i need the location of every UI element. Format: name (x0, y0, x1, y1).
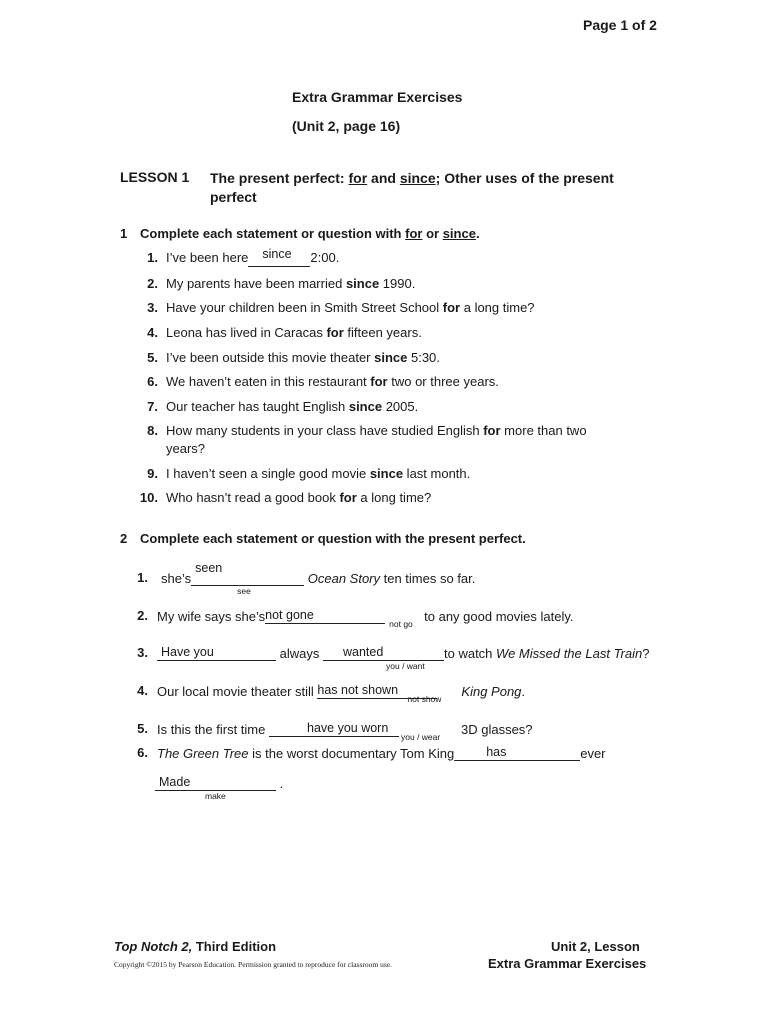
answer-text: since (348, 399, 383, 414)
lesson-title: The present perfect: for and since; Other uses of the present perfect (210, 170, 614, 205)
item-number: 6. (137, 745, 148, 760)
item-number: 9. (147, 466, 158, 481)
item-number: 7. (147, 399, 158, 414)
section-1-instruction: Complete each statement or question with for or since. (140, 226, 480, 241)
section-2-item-3: Have you always wanted you / want to watch We Missed the Last Train? (157, 645, 649, 661)
answer-text: for (370, 374, 388, 389)
section-2-item-1: she’s seen see Ocean Story ten times so far. (161, 561, 476, 596)
answer-text: have you worn (307, 721, 389, 735)
section-1-item-10: Who hasn’t read a good book for a long time? (166, 490, 432, 505)
verb-hint: make (205, 791, 226, 801)
section-2-item-6: The Green Tree is the worst documentary Tom King has ever (157, 745, 606, 761)
section-1-item-2: My parents have been married since 1990. (166, 276, 416, 291)
verb-hint: you / want (386, 661, 425, 671)
answer-blank[interactable] (454, 745, 580, 761)
item-number: 5. (137, 721, 148, 736)
item-number: 10. (139, 490, 158, 505)
section-1-item-9: I haven’t seen a single good movie since last month. (166, 466, 471, 481)
item-number: 1. (147, 250, 158, 265)
section-1-item-6: We haven’t eaten in this restaurant for two or three years. (166, 374, 499, 389)
answer-text: Made (159, 775, 191, 789)
answer-text: not gone (265, 608, 314, 622)
answer-text: seen (195, 561, 223, 575)
footer-exercises: Extra Grammar Exercises (488, 956, 647, 971)
section-2-item-2: My wife says she’s not gone not go to any good movies lately. (157, 608, 574, 629)
answer-text: since (374, 350, 408, 365)
answer-text: has (486, 745, 507, 759)
section-1-item-3: Have your children been in Smith Street School for a long time? (166, 300, 535, 315)
answer-blank[interactable] (265, 608, 413, 629)
item-number: 2. (147, 276, 158, 291)
verb-hint: not go (389, 619, 413, 629)
answer-text: since (345, 276, 380, 291)
answer-text: for (442, 300, 461, 315)
copyright-notice: Copyright ©2015 by Pearson Education. Permission granted to reproduce for classroom use. (114, 960, 392, 969)
section-2-number: 2 (120, 531, 128, 546)
answer-text: since (262, 247, 292, 261)
footer-unit: Unit 2, Lesson (551, 939, 640, 954)
answer-text: wanted (343, 645, 384, 659)
item-number: 3. (137, 645, 148, 660)
section-1-item-7: Our teacher has taught English since 2005. (166, 399, 419, 414)
answer-text: Have you (161, 645, 214, 659)
verb-hint: see (237, 586, 251, 596)
footer-book-title: Top Notch 2, Third Edition (114, 939, 277, 954)
item-number: 2. (137, 608, 148, 623)
answer-blank[interactable] (248, 247, 310, 267)
answer-text: for (326, 325, 344, 340)
answer-text: for (483, 423, 501, 438)
section-2-item-4: Our local movie theater still has not shown not show King Pong. (157, 683, 526, 704)
verb-hint: you / wear (401, 732, 441, 742)
document-title: Extra Grammar Exercises (292, 89, 463, 105)
item-number: 6. (147, 374, 158, 389)
item-number: 1. (137, 570, 148, 585)
item-number: 4. (137, 683, 148, 698)
answer-text: has not shown (317, 683, 399, 697)
answer-text: since (369, 466, 404, 481)
page-number: Page 1 of 2 (583, 17, 657, 33)
verb-hint: not show (407, 694, 442, 704)
section-1-item-8: How many students in your class have studied English for more than two years? (166, 423, 587, 456)
section-2-item-5: Is this the first time have you worn you / wear 3D glasses? (157, 721, 533, 742)
answer-blank[interactable] (191, 561, 304, 596)
item-number: 8. (147, 423, 158, 438)
answer-blank[interactable] (317, 683, 442, 704)
section-1-item-1: I’ve been here since 2:00. (166, 247, 340, 265)
lesson-label: LESSON 1 (120, 169, 190, 185)
item-number: 5. (147, 350, 158, 365)
answer-blank[interactable] (155, 775, 276, 801)
answer-blank[interactable] (323, 645, 444, 671)
section-1-number: 1 (120, 226, 128, 241)
document-subtitle: (Unit 2, page 16) (292, 118, 401, 134)
answer-text: for (339, 490, 357, 505)
section-2-item-6-cont: Made make . (155, 775, 283, 791)
section-2-instruction: Complete each statement or question with the present perfect. (140, 531, 526, 546)
answer-blank[interactable] (157, 645, 276, 661)
section-1-item-4: Leona has lived in Caracas for fifteen years. (166, 325, 422, 340)
answer-blank[interactable] (269, 721, 441, 742)
item-number: 4. (147, 325, 158, 340)
section-1-item-5: I’ve been outside this movie theater since 5:30. (166, 350, 440, 365)
item-number: 3. (147, 300, 158, 315)
